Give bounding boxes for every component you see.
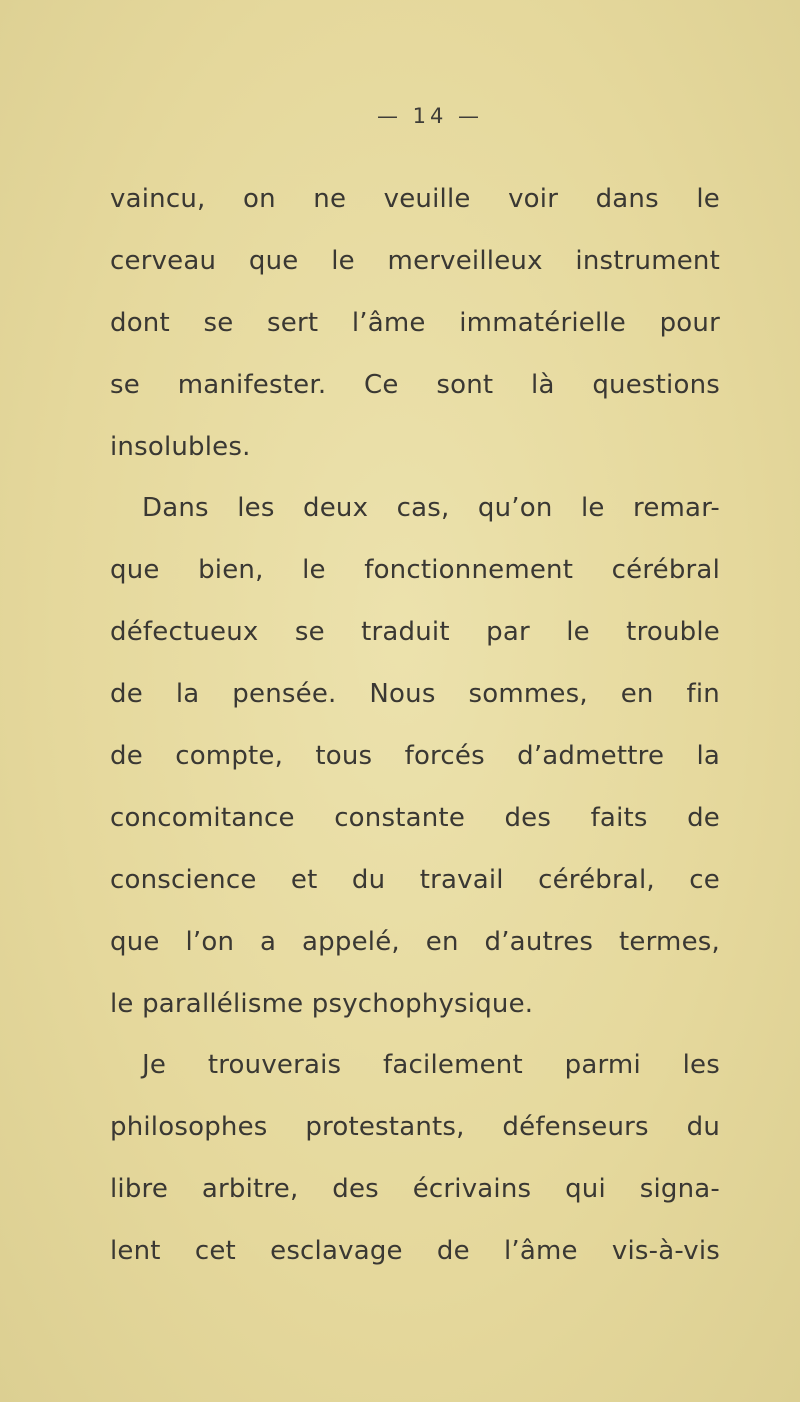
text-line: conscience et du travail cérébral, ce <box>110 864 720 895</box>
page-number: — 14 — <box>376 104 484 128</box>
text-line: le parallélisme psychophysique. <box>110 988 534 1019</box>
text-line: philosophes protestants, défenseurs du <box>110 1112 720 1143</box>
text-line: que bien, le fonctionnement cérébral <box>110 555 720 586</box>
text-line: lent cet esclavage de l’âme vis-à-vis <box>110 1236 720 1267</box>
text-line: de la pensée. Nous sommes, en fin <box>110 679 720 710</box>
text-line: défectueux se traduit par le trouble <box>110 617 720 648</box>
text-line: dont se sert l’âme immatérielle pour <box>110 307 720 338</box>
text-line: cerveau que le merveilleux instrument <box>110 245 720 276</box>
text-line: Je trouverais facilement parmi les <box>142 1050 720 1081</box>
text-line: vaincu, on ne veuille voir dans le <box>110 184 720 214</box>
text-line: concomitance constante des faits de <box>110 802 720 833</box>
text-line: se manifester. Ce sont là questions <box>110 369 720 400</box>
body-text <box>110 168 720 1282</box>
text-line: de compte, tous forcés d’admettre la <box>110 741 720 772</box>
text-line: libre arbitre, des écrivains qui signa- <box>110 1174 720 1205</box>
text-line: Dans les deux cas, qu’on le remar- <box>142 493 720 524</box>
text-line: insolubles. <box>110 431 251 462</box>
text-line: que l’on a appelé, en d’autres termes, <box>110 926 720 957</box>
